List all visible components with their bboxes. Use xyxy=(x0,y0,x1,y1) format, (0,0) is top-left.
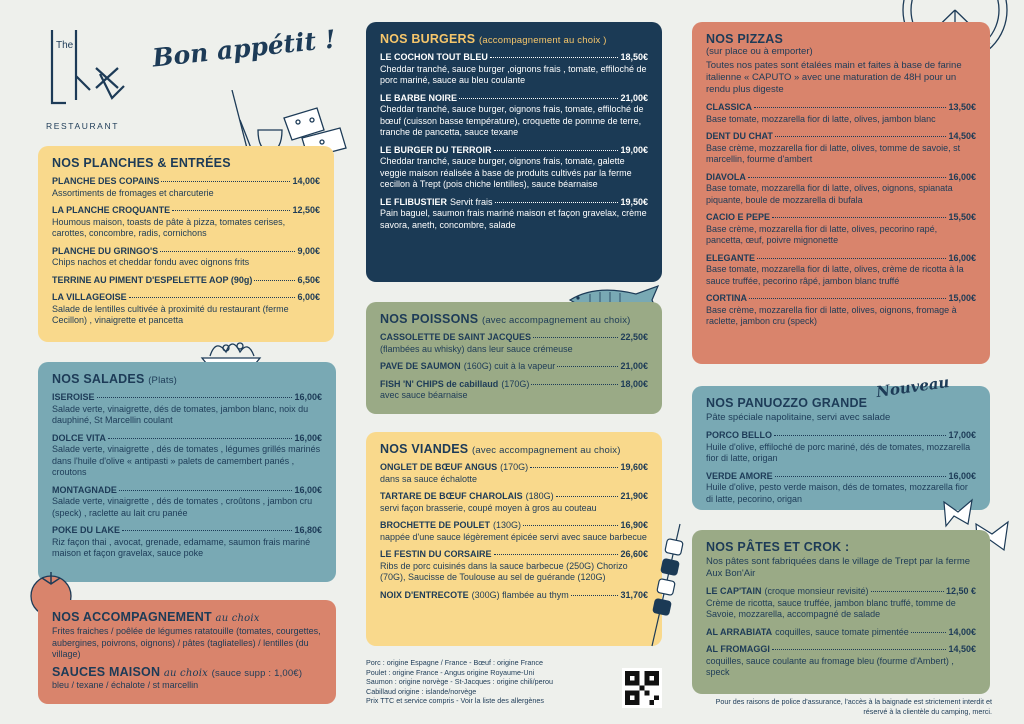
pates-intro: Nos pâtes sont fabriquées dans le village de Trept par la ferme Aux Bon'Air xyxy=(706,556,971,579)
menu-item-row xyxy=(706,131,976,143)
menu-item-name: CASSOLETTE DE SAINT JACQUES xyxy=(380,332,532,342)
menu-item-name: LE BURGER DU TERROIR xyxy=(380,144,492,155)
nouveau-badge: Nouveau xyxy=(875,372,951,402)
menu-item-name: BROCHETTE DE POULET xyxy=(380,520,491,530)
pizzas-list xyxy=(706,102,976,328)
menu-item-name: PLANCHE DU GRINGO'S xyxy=(52,245,159,256)
menu-item-row xyxy=(380,361,648,373)
menu-item-row xyxy=(706,253,976,265)
menu-item-price: 16,90€ xyxy=(620,520,648,530)
menu-item-name: ONGLET DE BŒUF ANGUS xyxy=(380,462,498,472)
menu-item-description: Cheddar tranché, sauce burger, oignons frais, tomate, effiloché de bœuf (cuisson basse température), croquette de pomme de terre, tranche de pancetta, sauce texane xyxy=(380,104,644,137)
menu-item-price: 13,50€ xyxy=(948,102,976,112)
menu-item xyxy=(706,172,976,207)
menu-item-name: NOIX D'ENTRECOTE xyxy=(380,589,469,600)
menu-item-name: DOLCE VITA xyxy=(52,432,106,443)
menu-item-description: Pain baguel, saumon frais mariné maison et façon gravelax, crème savora, aneth, concombre, salade xyxy=(380,208,647,230)
menu-item-name: LE COCHON TOUT BLEU xyxy=(380,52,488,62)
poissons-title-row xyxy=(380,312,648,326)
menu-item-price: 14,50€ xyxy=(948,644,976,654)
menu-item xyxy=(706,586,976,621)
salades-title-row xyxy=(52,372,322,386)
menu-item-description: Chips nachos et cheddar fondu avec oignons frits xyxy=(52,257,250,267)
menu-item-name: LE BARBE NOIRE xyxy=(380,92,458,103)
menu-item-price: 16,00€ xyxy=(294,432,322,443)
menu-item xyxy=(380,520,648,543)
menu-item-description: coquilles, sauce coulante au fromage bleu (fourme d'Ambert) , speck xyxy=(706,655,954,677)
leader-dots xyxy=(871,591,944,592)
leader-dots xyxy=(490,57,619,58)
menu-item-name: VERDE AMORE xyxy=(706,470,773,481)
menu-item-price: 21,00€ xyxy=(620,92,648,103)
menu-item-name: CLASSICA xyxy=(706,102,753,112)
menu-item-description: Crème de ricotta, sauce truffée, jambon blanc truffé, tomme de Savoie, mozzarella, accompagné de salade xyxy=(706,597,956,619)
menu-item-row xyxy=(380,379,648,391)
leader-dots xyxy=(530,467,618,468)
menu-item-row xyxy=(706,102,976,114)
poissons-panel xyxy=(366,302,662,414)
accompagnement-title: NOS ACCOMPAGNEMENT xyxy=(52,610,212,624)
burgers-title: NOS BURGERS xyxy=(380,32,476,46)
menu-item xyxy=(706,212,976,247)
menu-item-price: 18,50€ xyxy=(620,52,648,62)
menu-item-row xyxy=(706,212,976,224)
pates-panel xyxy=(692,530,990,694)
panuozzo-list xyxy=(706,430,976,505)
viandes-panel xyxy=(366,432,662,646)
menu-item xyxy=(380,93,648,139)
allergens-qr-code[interactable] xyxy=(622,668,662,708)
menu-item-name: CACIO E PEPE xyxy=(706,212,771,222)
menu-item-price: 17,00€ xyxy=(948,430,976,440)
menu-item xyxy=(380,361,648,373)
menu-item-row xyxy=(706,627,976,639)
menu-item xyxy=(706,102,976,125)
menu-item-row xyxy=(706,172,976,184)
burgers-title-row xyxy=(380,32,648,46)
menu-item xyxy=(706,293,976,328)
burgers-panel xyxy=(366,22,662,282)
panuozzo-panel xyxy=(692,386,990,510)
poissons-title: NOS POISSONS xyxy=(380,312,479,326)
menu-item xyxy=(380,332,648,355)
menu-item-row xyxy=(380,549,648,561)
menu-item-description: Base tomate, mozzarella fior di latte, olives, crème de ricotta à la sauce truffée, pecorino râpé, jambon blanc truffé xyxy=(706,264,964,286)
leader-dots xyxy=(172,210,290,211)
menu-item-row xyxy=(380,332,648,344)
sauces-title-row xyxy=(52,665,322,679)
leader-dots xyxy=(754,107,946,108)
menu-item-price: 19,50€ xyxy=(620,196,648,207)
origins-notes xyxy=(366,658,626,706)
menu-item-extra: (170G) xyxy=(500,462,529,472)
menu-item-price: 16,00€ xyxy=(294,484,322,495)
menu-item-price: 16,00€ xyxy=(294,392,322,402)
panuozzo-intro: Pâte spéciale napolitaine, servi avec salade xyxy=(706,412,891,423)
planches-panel xyxy=(38,146,334,342)
menu-item-name: AL ARRABIATA xyxy=(706,626,773,637)
menu-item-description: Huile d'olive, effiloché de porc mariné, dés de tomates, mozzarella fior di latte, origan xyxy=(706,441,971,463)
menu-item xyxy=(52,485,322,520)
menu-item-row xyxy=(380,462,648,474)
menu-item-row xyxy=(52,275,320,287)
menu-item-description: Base crème, mozzarella fior di latte, olives, pecorino rapé, pancetta, œuf, poivre mignonette xyxy=(706,223,938,245)
sauces-title: SAUCES MAISON xyxy=(52,664,161,679)
menu-item-name: AL FROMAGGI xyxy=(706,644,770,654)
menu-item-description: Ribs de porc cuisinés dans la sauce barbecue (250G) Chorizo (70G), Saucisse de Toulouse au sel de guérande (120G) xyxy=(380,560,628,582)
sauces-list: bleu / texane / échalote / st marcellin xyxy=(52,679,199,690)
accompagnement-text: Frites fraiches / poêlée de légumes ratatouille (tomates, courgettes, aubergines, poivrons, oignons) / pâtes (tagliatelles) / lentilles (du village) xyxy=(52,626,321,659)
menu-item-price: 14,00€ xyxy=(292,176,320,186)
menu-item xyxy=(380,379,648,402)
pizzas-subtitle: (sur place ou à emporter) xyxy=(706,46,813,57)
menu-item-description: Cheddar tranché, sauce burger ,oignons frais , tomate, effiloché de porc mariné, sauce au bleu coulante xyxy=(380,63,647,85)
menu-item-name: PORCO BELLO xyxy=(706,430,773,440)
menu-item-description: Huile d'olive, pesto verde maison, dés de tomates, mozzarella fior di latte, pecorino, origan xyxy=(706,482,968,504)
leader-dots xyxy=(556,496,619,497)
leader-dots xyxy=(122,530,292,531)
menu-item xyxy=(380,491,648,514)
menu-item-row xyxy=(380,52,648,64)
menu-item-row xyxy=(380,520,648,532)
menu-item-description: (flambées au whisky) dans leur sauce crémeuse xyxy=(380,343,573,354)
viandes-title: NOS VIANDES xyxy=(380,442,469,456)
logo-restaurant: RESTAURANT xyxy=(46,121,119,131)
planches-list xyxy=(52,176,320,327)
menu-item xyxy=(52,176,320,199)
menu-item-name: FISH 'N' CHIPS de cabillaud xyxy=(380,378,499,389)
pizzas-intro: Toutes nos pates sont étalées main et faites à base de farine italienne « CAPUTO » avec une maturation de 48H pour un rendu plus digeste xyxy=(706,60,962,95)
poissons-list xyxy=(380,332,648,402)
menu-item-price: 22,50€ xyxy=(620,332,648,342)
menu-item-extra: (croque monsieur revisité) xyxy=(764,586,869,596)
menu-item-name: PAVE DE SAUMON xyxy=(380,361,461,371)
salades-list xyxy=(52,392,322,560)
origin-line: Poulet : origine France - Angus origine Royaume-Uni xyxy=(366,667,535,677)
menu-item xyxy=(706,430,976,465)
origin-line: Porc : origine Espagne / France - Bœuf : origine France xyxy=(366,658,543,667)
menu-item-name: ELEGANTE xyxy=(706,252,756,263)
menu-item-name: TERRINE AU PIMENT D'ESPELETTE AOP (90g) xyxy=(52,274,253,285)
menu-item-row xyxy=(706,471,976,483)
menu-item-price: 31,70€ xyxy=(620,589,648,600)
menu-item-description: Cheddar tranché, sauce burger, oignons frais, tomate, galette veggie maison réalisée à base de produits cultivés par la ferme cecillon à Trept (pois chiche lentilles), sauce béarnaise xyxy=(380,156,632,189)
pates-list xyxy=(706,586,976,679)
menu-item-price: 19,00€ xyxy=(620,144,648,155)
poissons-subtitle: (avec accompagnement au choix) xyxy=(481,315,631,326)
menu-item-description: servi façon brasserie, coupé moyen à gros au couteau xyxy=(380,502,597,513)
viandes-subtitle: (avec accompagnement au choix) xyxy=(472,445,621,456)
menu-item-row xyxy=(52,246,320,258)
leader-dots xyxy=(774,435,946,436)
leader-dots xyxy=(160,251,295,252)
logo-lake-mark xyxy=(42,28,132,108)
panuozzo-title: NOS PANUOZZO GRANDE xyxy=(706,396,868,410)
burgers-subtitle: (accompagnement au choix ) xyxy=(478,35,607,46)
menu-item-price: 16,80€ xyxy=(294,525,322,535)
menu-item-price: 16,00€ xyxy=(948,171,976,182)
bon-appetit-heading: Bon appétit ! xyxy=(150,24,338,73)
pates-title: NOS PÂTES ET CROK : xyxy=(706,540,850,554)
pizzas-panel xyxy=(692,22,990,364)
menu-item-name: LA PLANCHE CROQUANTE xyxy=(52,205,171,215)
menu-item-extra: Servit frais xyxy=(450,196,493,207)
origin-line: Saumon : origine norvège - St-Jacques : origine chili/perou xyxy=(366,677,553,686)
menu-item-description: Base crème, mozzarella fior di latte, olives, tomme de savoie, st marcellin, fourme d'ambert xyxy=(706,142,961,164)
menu-item-price: 9,00€ xyxy=(297,245,320,256)
menu-item-price: 14,00€ xyxy=(948,626,976,637)
menu-item-row xyxy=(52,205,320,217)
origin-line: Prix TTC et service compris - Voir la liste des allergènes xyxy=(366,696,545,705)
menu-item-row xyxy=(52,392,322,404)
menu-item xyxy=(706,627,976,639)
menu-item-description: Salade verte, vinaigrette, dés de tomates, jambon blanc, noix du dauphiné, St Marcellin coulant xyxy=(52,403,309,425)
menu-item-description: Base tomate, mozzarella fior di latte, olives, jambon blanc xyxy=(706,113,936,124)
accompagnement-script: au choix xyxy=(215,613,260,624)
menu-item-row xyxy=(52,485,322,497)
menu-item-row xyxy=(706,644,976,656)
menu-item-description: Houmous maison, toasts de pâte à pizza, tomates cerises, carottes, concombre, radis, cornichons xyxy=(52,216,286,238)
swimming-notice: Pour des raisons de police d'assurance, l'accès à la baignade est strictement interdit et réservé à la clientèle du camping, merci. xyxy=(715,697,992,716)
menu-item-name: POKE DU LAKE xyxy=(52,525,121,535)
planches-title: NOS PLANCHES & ENTRÉES xyxy=(52,156,231,170)
leader-dots xyxy=(108,438,293,439)
menu-item-row xyxy=(52,292,320,304)
menu-item xyxy=(52,246,320,269)
menu-item-extra: (180G) xyxy=(525,491,554,501)
menu-item-price: 15,50€ xyxy=(948,212,976,222)
menu-item xyxy=(380,52,648,87)
menu-item-row xyxy=(706,430,976,442)
menu-item-name: LA VILLAGEOISE xyxy=(52,292,127,302)
leader-dots xyxy=(531,384,618,385)
logo xyxy=(40,28,140,133)
leader-dots xyxy=(97,397,293,398)
accompagnement-panel xyxy=(38,600,336,704)
menu-item-name: LE FESTIN DU CORSAIRE xyxy=(380,549,492,559)
menu-item-price: 14,50€ xyxy=(948,131,976,141)
menu-item-price: 26,60€ xyxy=(620,549,648,559)
menu-item-name: DENT DU CHAT xyxy=(706,131,773,141)
menu-item xyxy=(52,392,322,427)
menu-item-name: MONTAGNADE xyxy=(52,484,117,495)
menu-item-row xyxy=(380,145,648,157)
menu-item xyxy=(52,292,320,327)
menu-item-row xyxy=(52,433,322,445)
leader-dots xyxy=(533,337,618,338)
menu-item-price: 6,00€ xyxy=(297,292,320,302)
menu-item xyxy=(52,433,322,479)
menu-item-description: Salade verte, vinaigrette , dés de tomates , légumes grillés marinés dans l'huile d'olive « antipasti » palets de camembert panés , croutons xyxy=(52,444,321,477)
menu-item xyxy=(380,590,648,602)
menu-item-price: 19,60€ xyxy=(620,462,648,472)
leader-dots xyxy=(494,150,619,151)
leader-dots xyxy=(254,280,295,281)
menu-item-extra: (170G) xyxy=(501,378,530,389)
leader-dots xyxy=(119,490,293,491)
menu-item-description: Salade verte, vinaigrette , dés de tomates , croûtons , jambon cru (speck) , raclette au lait cru panée xyxy=(52,496,313,518)
menu-item-description: Salade de lentilles cultivée à proximité du restaurant (ferme Cecillon) , vinaigrette et pancetta xyxy=(52,303,289,325)
menu-item-description: Assortiments de fromages et charcuterie xyxy=(52,187,214,198)
salades-panel xyxy=(38,362,336,582)
logo-the: The xyxy=(56,40,74,51)
skewer-illustration xyxy=(644,520,688,650)
menu-item-extra: (300G) flambée au thym xyxy=(471,589,569,600)
menu-item-price: 16,00€ xyxy=(948,252,976,263)
menu-item-description: dans sa sauce échalotte xyxy=(380,473,478,484)
qr-pattern xyxy=(625,671,659,705)
menu-item xyxy=(706,471,976,506)
leader-dots xyxy=(772,649,947,650)
sauces-script: au choix xyxy=(163,667,208,679)
leader-dots xyxy=(495,202,619,203)
leader-dots xyxy=(775,136,947,137)
menu-item-price: 6,50€ xyxy=(297,274,320,285)
salades-subtitle: (Plats) xyxy=(148,375,178,386)
menu-item-price: 15,00€ xyxy=(948,293,976,303)
menu-item xyxy=(706,131,976,166)
menu-item-price: 12,50 € xyxy=(945,586,976,596)
leader-dots xyxy=(748,177,947,178)
menu-item xyxy=(52,205,320,240)
menu-item-description: avec sauce béarnaise xyxy=(380,390,468,400)
salades-title: NOS SALADES xyxy=(52,372,145,386)
burgers-list xyxy=(380,52,648,231)
menu-item-description: nappée d'une sauce légèrement épicée servi avec sauce barbecue xyxy=(380,531,647,542)
menu-item-row xyxy=(52,525,322,537)
sauces-supp: (sauce supp : 1,00€) xyxy=(211,667,303,679)
menu-item-price: 16,00€ xyxy=(948,470,976,481)
menu-item-row xyxy=(380,197,648,209)
menu-item-price: 12,50€ xyxy=(292,205,320,215)
leader-dots xyxy=(129,297,296,298)
leader-dots xyxy=(523,525,618,526)
leader-dots xyxy=(757,258,946,259)
menu-item-description: Base crème, mozzarella fior di latte, olives, oignons, fromage à raclette, jambon cru (speck) xyxy=(706,304,957,326)
menu-item xyxy=(380,197,648,232)
menu-item-name: LE FLIBUSTIER xyxy=(380,196,447,207)
menu-item-description: Riz façon thai , avocat, grenade, edamame, saumon frais mariné maison et façon gravelax, sauce poke xyxy=(52,536,311,558)
menu-item-name: TARTARE DE BŒUF CHAROLAIS xyxy=(380,491,523,501)
menu-item-name: CORTINA xyxy=(706,293,747,303)
leader-dots xyxy=(772,217,946,218)
leader-dots xyxy=(161,181,290,182)
origins-list xyxy=(366,658,626,706)
leader-dots xyxy=(494,554,619,555)
leader-dots xyxy=(557,366,618,367)
menu-item-row xyxy=(52,176,320,188)
leader-dots xyxy=(571,595,619,596)
menu-item-price: 21,00€ xyxy=(620,361,648,371)
menu-item xyxy=(52,525,322,560)
menu-item-row xyxy=(380,590,648,602)
menu-item xyxy=(380,145,648,191)
leader-dots xyxy=(749,298,946,299)
leader-dots xyxy=(775,476,947,477)
menu-item-extra: (160G) cuit à la vapeur xyxy=(463,361,556,371)
menu-item xyxy=(706,644,976,679)
menu-item-row xyxy=(380,93,648,105)
menu-item xyxy=(380,462,648,485)
menu-item-row xyxy=(706,293,976,305)
menu-item xyxy=(706,253,976,288)
menu-item-extra: (130G) xyxy=(493,520,522,530)
menu-item-name: ISEROISE xyxy=(52,392,95,402)
menu-item-price: 18,00€ xyxy=(620,378,648,389)
menu-item xyxy=(52,275,320,287)
menu-item-name: LE CAP'TAIN xyxy=(706,586,762,596)
accompagnement-title-row xyxy=(52,610,322,624)
menu-item-description: Base tomate, mozzarella fior di latte, olives, oignons, spianata piquante, boule de mozzarella di bufala xyxy=(706,183,953,205)
menu-item-row xyxy=(706,586,976,598)
menu-item-extra: coquilles, sauce tomate pimentée xyxy=(775,626,909,637)
menu-item-row xyxy=(380,491,648,503)
origin-line: Cabillaud origine : islande/norvège xyxy=(366,686,477,696)
pizzas-title: NOS PIZZAS xyxy=(706,32,784,46)
menu-item-name: PLANCHE DES COPAINS xyxy=(52,176,160,186)
leader-dots xyxy=(911,632,947,633)
viandes-list xyxy=(380,462,648,601)
menu-item xyxy=(380,549,648,584)
leader-dots xyxy=(459,98,618,99)
viandes-title-row xyxy=(380,442,648,456)
menu-item-name: DIAVOLA xyxy=(706,171,746,182)
menu-item-price: 21,90€ xyxy=(620,491,648,501)
